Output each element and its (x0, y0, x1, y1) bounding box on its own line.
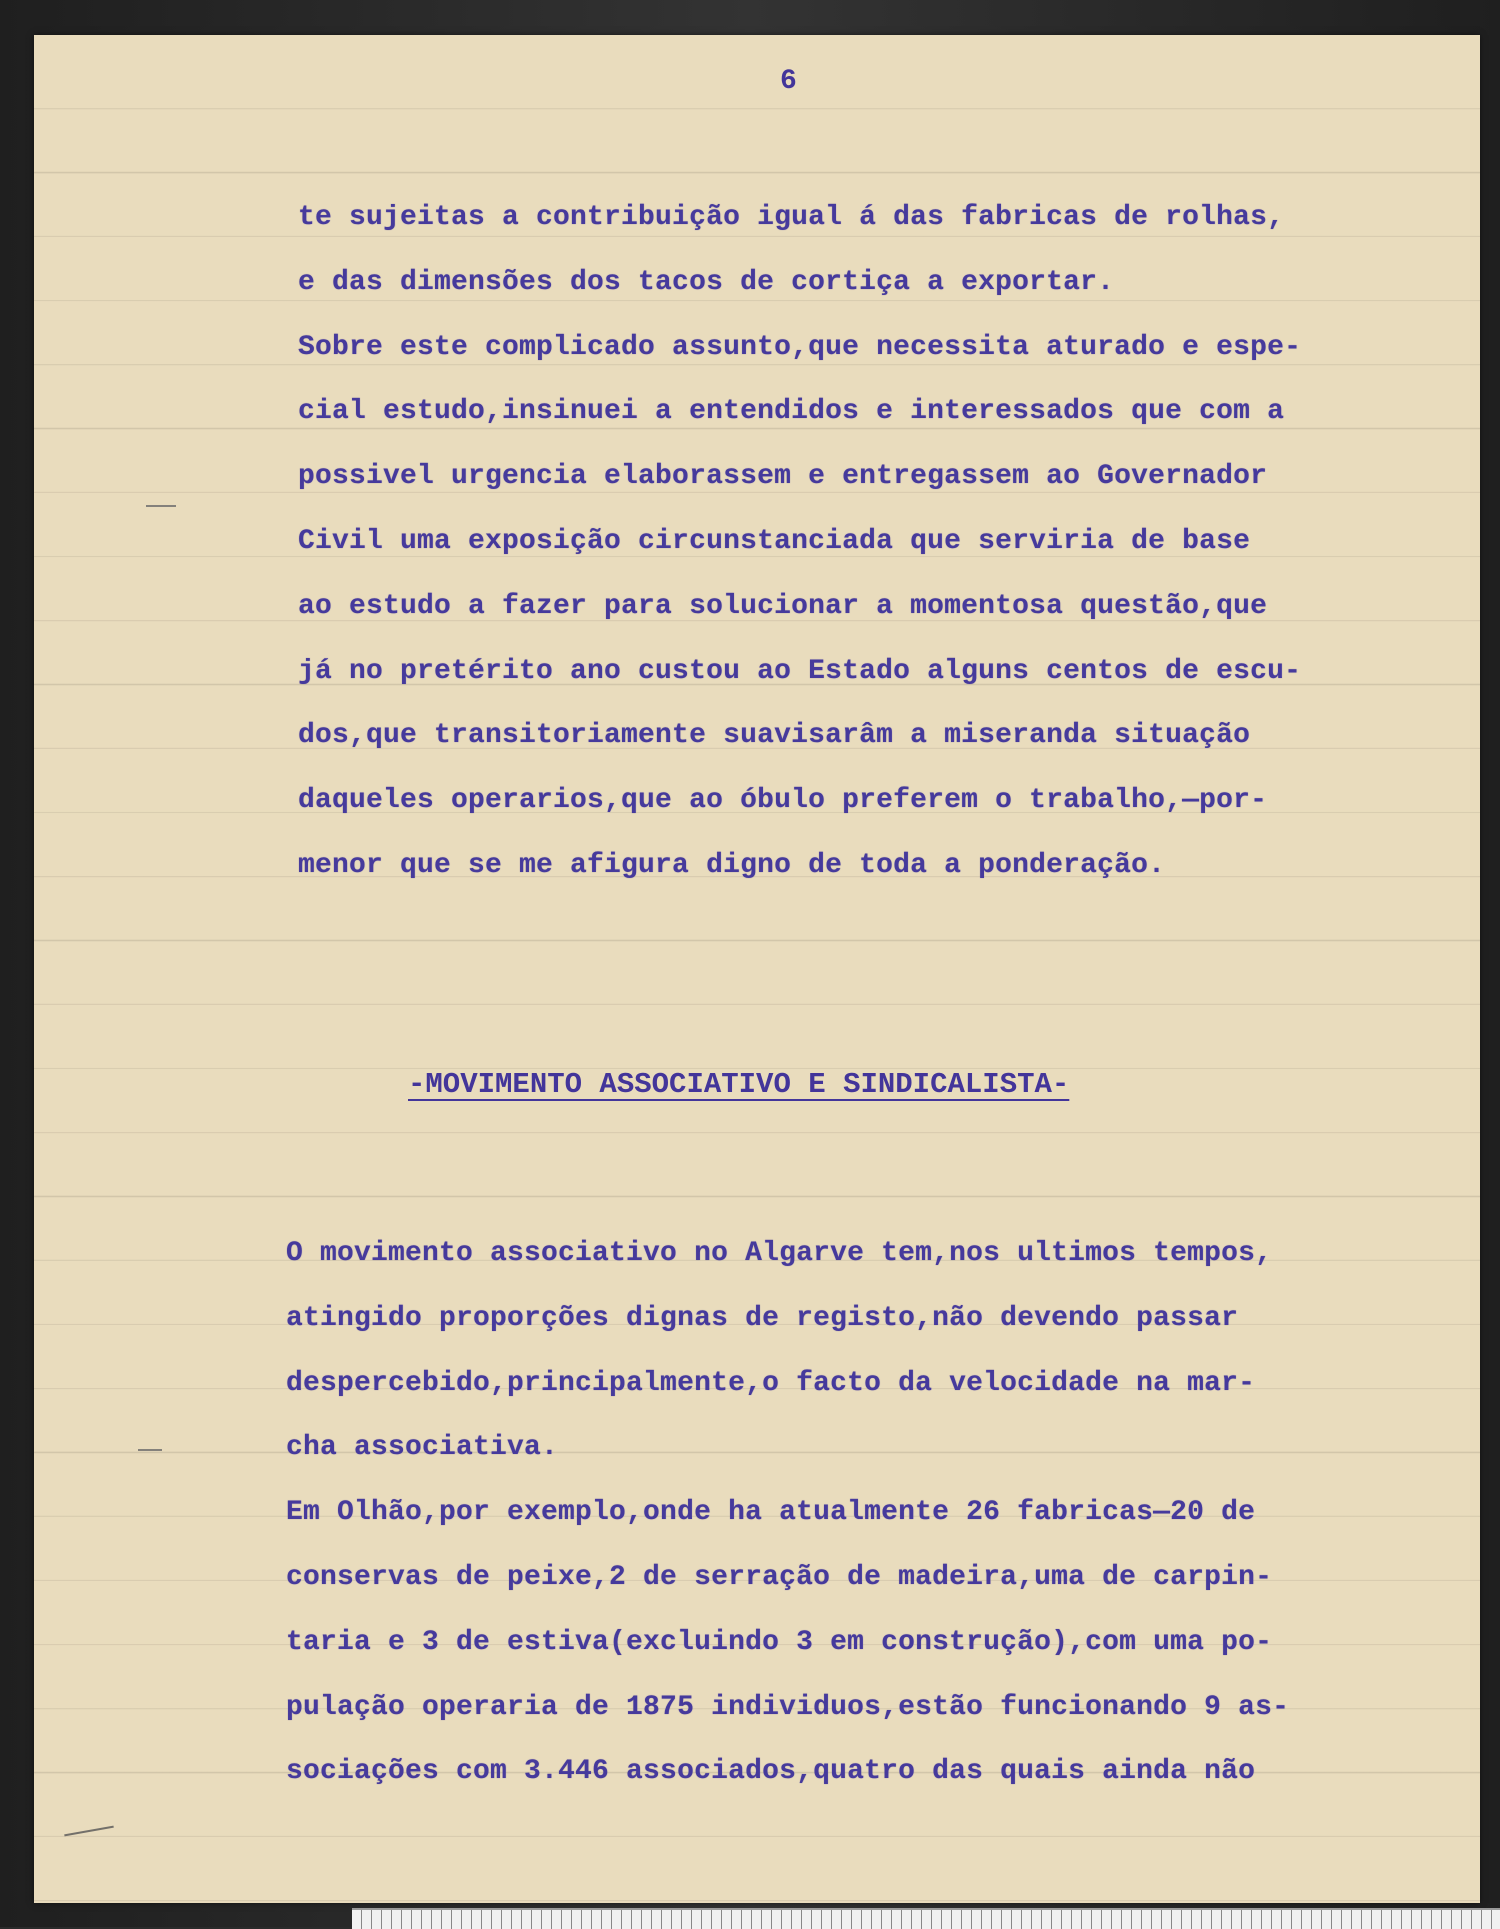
margin-mark (146, 505, 176, 507)
text-line: daqueles operarios,que ao óbulo preferem o trabalho,—por- (298, 785, 1268, 817)
text-line: Civil uma exposição circunstanciada que serviria de base (298, 525, 1251, 557)
paragraph-associative-movement (286, 1222, 1289, 1805)
scale-ruler (352, 1908, 1500, 1929)
text-line: te sujeitas a contribuição igual á das fabricas de rolhas, (298, 202, 1285, 233)
text-line: pulação operaria de 1875 individuos,estão funcionando 9 as- (286, 1691, 1290, 1723)
text-line: taria e 3 de estiva(excluindo 3 em construção),com uma po- (286, 1626, 1273, 1658)
text-line: já no pretérito ano custou ao Estado alguns centos de escu- (298, 655, 1302, 687)
text-line: sociações com 3.446 associados,quatro das quais ainda não (286, 1756, 1256, 1788)
margin-mark (64, 1826, 114, 1837)
page-number: 6 (780, 66, 797, 97)
text-line: Em Olhão,por exemplo,onde ha atualmente 26 fabricas—20 de (286, 1497, 1256, 1529)
text-line: cial estudo,insinuei a entendidos e interessados que com a (298, 396, 1285, 428)
text-line: e das dimensões dos tacos de cortiça a exportar. (298, 266, 1115, 298)
text-line: possivel urgencia elaborassem e entregassem ao Governador (298, 461, 1268, 493)
text-line: dos,que transitoriamente suavisarâm a miseranda situação (298, 720, 1251, 752)
text-line: Sobre este complicado assunto,que necessita aturado e espe- (298, 331, 1302, 363)
section-heading: -MOVIMENTO ASSOCIATIVO E SINDICALISTA- (408, 1068, 1070, 1101)
text-line: ao estudo a fazer para solucionar a momentosa questão,que (298, 590, 1268, 622)
paragraph-cork-industry (298, 186, 1301, 899)
text-line: conservas de peixe,2 de serração de madeira,uma de carpin- (286, 1561, 1273, 1593)
text-line: menor que se me afigura digno de toda a ponderação. (298, 849, 1166, 881)
text-line: O movimento associativo no Algarve tem,nos ultimos tempos, (286, 1238, 1273, 1269)
text-line: atingido proporções dignas de registo,não devendo passar (286, 1302, 1239, 1334)
text-line: cha associativa. (286, 1432, 559, 1464)
margin-mark (138, 1449, 162, 1451)
text-line: despercebido,principalmente,o facto da velocidade na mar- (286, 1367, 1256, 1399)
